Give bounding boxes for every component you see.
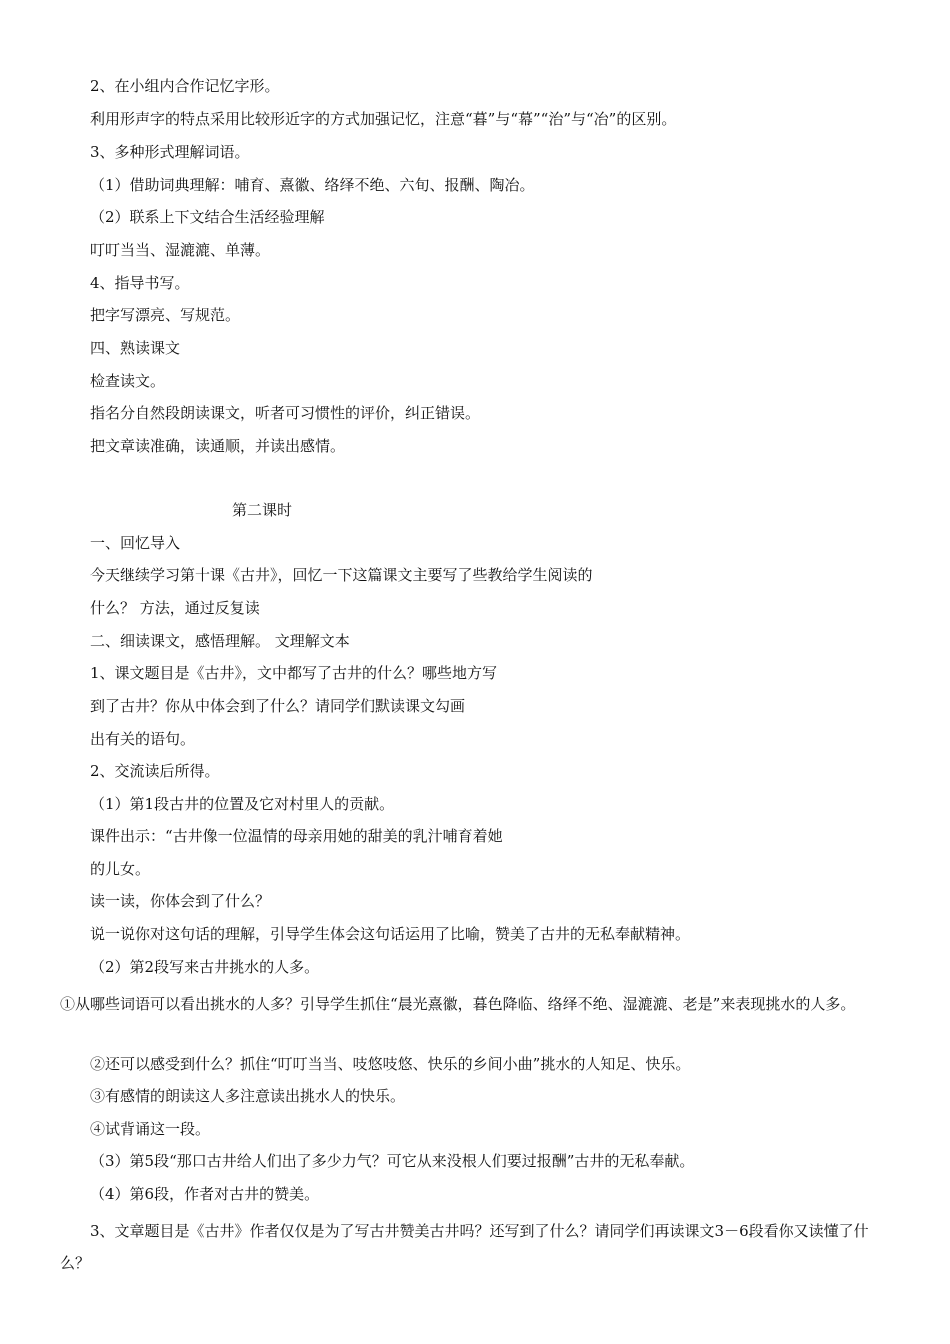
text-line: 检查读文。 bbox=[90, 372, 166, 390]
text-paragraph: ①从哪些词语可以看出挑水的人多？引导学生抓住“晨光熹徽，暮色降临、络绎不绝、湿漉漉、老是”来表现挑水的人多。 bbox=[60, 995, 856, 1013]
section-heading: 四、熟读课文 bbox=[90, 339, 181, 357]
text-line: 1、课文题目是《古井》，文中都写了古井的什么？哪些地方写 bbox=[90, 664, 498, 682]
text-line: 利用形声字的特点采用比较形近字的方式加强记忆，注意“暮”与“幕”“治”与“冶”的区别。 bbox=[90, 110, 677, 128]
text-line: （3）第5段“那口古井给人们出了多少力气？可它从来没根人们要过报酬”古井的无私奉献。 bbox=[90, 1152, 695, 1170]
text-line: （1）借助词典理解：哺育、熹徽、络绎不绝、六旬、报酬、陶冶。 bbox=[90, 176, 535, 194]
text-line: 什么？ 方法，通过反复读 bbox=[90, 599, 260, 617]
text-line: 把文章读准确，读通顺，并读出感情。 bbox=[90, 437, 346, 455]
lesson-title: 第二课时 bbox=[232, 501, 293, 519]
text-line: （1）第1段古井的位置及它对村里人的贡献。 bbox=[90, 795, 395, 813]
text-line: 2、在小组内合作记忆字形。 bbox=[90, 77, 280, 95]
text-line: 2、交流读后所得。 bbox=[90, 762, 220, 780]
text-line: 到了古井？你从中体会到了什么？请同学们默读课文勾画 bbox=[90, 697, 466, 715]
text-line: ④试背诵这一段。 bbox=[90, 1120, 211, 1138]
text-line: ③有感情的朗读这人多注意读出挑水人的快乐。 bbox=[90, 1087, 406, 1105]
text-line: （4）第6段，作者对古井的赞美。 bbox=[90, 1185, 320, 1203]
text-line: 出有关的语句。 bbox=[90, 730, 196, 748]
text-line: 指名分自然段朗读课文，听者可习惯性的评价，纠正错误。 bbox=[90, 404, 481, 422]
text-line: 说一说你对这句话的理解，引导学生体会这句话运用了比喻，赞美了古井的无私奉献精神。 bbox=[90, 925, 691, 943]
text-line: （2）联系上下文结合生活经验理解 bbox=[90, 208, 325, 226]
text-line: （2）第2段写来古井挑水的人多。 bbox=[90, 958, 320, 976]
text-line: 3、多种形式理解词语。 bbox=[90, 143, 250, 161]
text-line: 把字写漂亮、写规范。 bbox=[90, 306, 241, 324]
text-line: 今天继续学习第十课《古井》，回忆一下这篇课文主要写了些教给学生阅读的 bbox=[90, 566, 593, 584]
text-line: 叮叮当当、湿漉漉、单薄。 bbox=[90, 241, 271, 259]
section-heading: 二、细读课文，感悟理解。 文理解文本 bbox=[90, 632, 350, 650]
text-line: 的儿女。 bbox=[90, 860, 151, 878]
section-heading: 一、回忆导入 bbox=[90, 534, 181, 552]
text-line: 读一读，你体会到了什么？ bbox=[90, 892, 271, 910]
text-line: ②还可以感受到什么？抓住“叮叮当当、吱悠吱悠、快乐的乡间小曲”挑水的人知足、快乐。 bbox=[90, 1055, 691, 1073]
text-line: 4、指导书写。 bbox=[90, 274, 190, 292]
text-paragraph: 3、文章题目是《古井》作者仅仅是为了写古井赞美古井吗？还写到了什么？请同学们再读课文3－6段看你又读懂了什么？ bbox=[60, 1222, 869, 1272]
text-line: 课件出示：“古井像一位温情的母亲用她的甜美的乳汁哺育着她 bbox=[90, 827, 503, 845]
